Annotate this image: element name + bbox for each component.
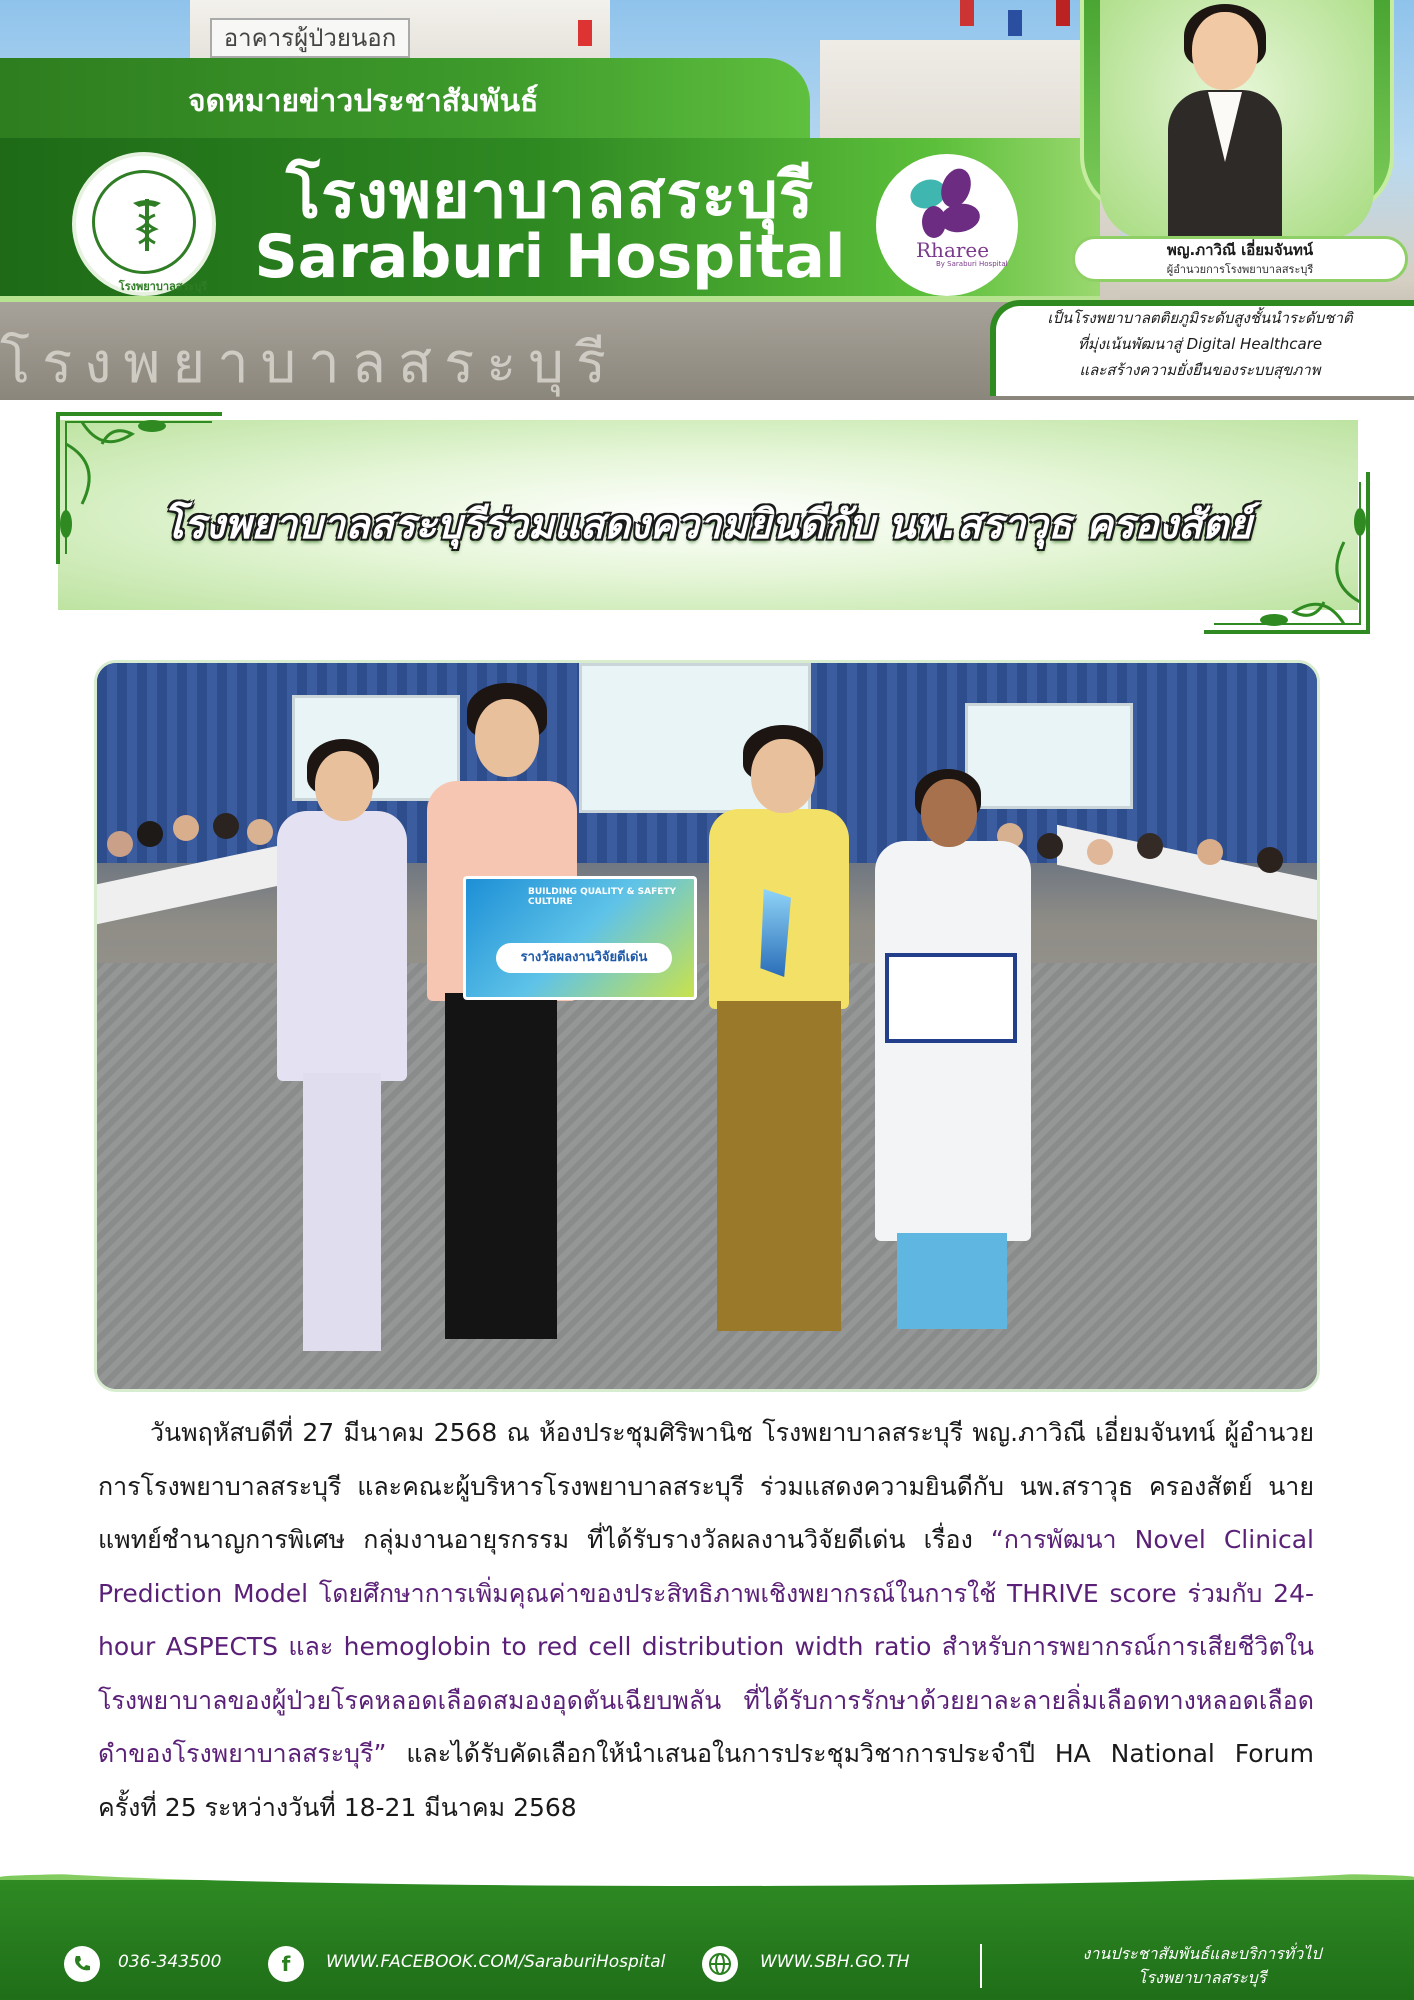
facebook-icon: f bbox=[268, 1946, 304, 1982]
vision-line: และสร้างความยั่งยืนของระบบสุขภาพ bbox=[1079, 361, 1321, 379]
banner-stripe bbox=[0, 296, 1100, 302]
news-body bbox=[98, 1406, 1314, 1834]
award-sign-top: BUILDING QUALITY & SAFETY CULTURE bbox=[528, 887, 677, 907]
event-photo bbox=[94, 660, 1320, 1392]
audience-member bbox=[1037, 833, 1063, 859]
person-skirt bbox=[717, 1001, 841, 1331]
phone-icon bbox=[64, 1946, 100, 1982]
research-title: “การพัฒนา Novel Clinical Prediction Model โดยศึกษาการเพิ่มคุณค่าของประสิทธิภาพเชิงพยากรณ์ในการใช้ THRIVE score ร่วมกับ 24-hour ASPECTS และ hemoglobin to red cell distribution width ratio สำหรับการพยากรณ์การเสียชีวิตในโรงพยาบาลของผู้ป่วยโรคหลอดเลือดสมองอุดตันเฉียบพลัน ที่ได้รับการรักษาด้วยยาละลายลิ่มเลือดทางหลอดเลือดดำของโรงพยาบาลสระบุรี” bbox=[98, 1525, 1314, 1768]
rharee-petals-icon bbox=[894, 164, 994, 244]
press-label: จดหมายข่าวประชาสัมพันธ์ bbox=[188, 84, 539, 119]
vision-line: เป็นโรงพยาบาลตติยภูมิระดับสูงชั้นนำระดับชาติ bbox=[1047, 309, 1353, 327]
director-name: พญ.ภาวิณี เอี่ยมจันทน์ bbox=[1166, 241, 1314, 259]
flag-icon bbox=[578, 20, 592, 46]
footer-divider bbox=[980, 1944, 982, 1988]
moph-logo-ring bbox=[92, 170, 208, 293]
director-figure-head bbox=[1192, 12, 1258, 90]
person-head bbox=[751, 739, 815, 813]
audience-member bbox=[1197, 839, 1223, 865]
audience-member bbox=[1087, 839, 1113, 865]
rharee-logo bbox=[876, 154, 1018, 296]
globe-icon bbox=[702, 1946, 738, 1982]
body-intro: วันพฤหัสบดีที่ 27 มีนาคม 2568 ณ ห้องประชุมศิริพานิช โรงพยาบาลสระบุรี พญ.ภาวิณี เอี่ยมจันทน์ ผู้อำนวยการโรงพยาบาลสระบุรี และคณะผู้บริหารโรงพยาบาลสระบุรี ร่วมแสดงความยินดีกับ นพ.สราวุธ ครองสัตย์ นายแพทย์ชำนาญการพิเศษ กลุ่มงานอายุรกรรม ที่ได้รับรางวัลผลงานวิจัยดีเด่น เรื่อง bbox=[98, 1418, 1314, 1554]
footer-dept-line2: โรงพยาบาลสระบุรี bbox=[1137, 1968, 1267, 1987]
audience-member bbox=[1257, 847, 1283, 873]
hospital-name-english: Saraburi Hospital bbox=[254, 222, 846, 292]
flag-icon bbox=[1056, 0, 1070, 26]
building-sign: อาคารผู้ป่วยนอก bbox=[210, 18, 410, 58]
footer-website[interactable]: WWW.SBH.GO.TH bbox=[760, 1952, 910, 1972]
vision-line: ที่มุ่งเน้นพัฒนาสู่ Digital Healthcare bbox=[1077, 335, 1323, 353]
certificate bbox=[885, 953, 1017, 1043]
moph-caption: โรงพยาบาลสระบุรี bbox=[118, 280, 208, 293]
hospital-name-thai: โรงพยาบาลสระบุรี bbox=[285, 159, 815, 233]
caduceus-icon bbox=[129, 195, 165, 253]
award-sign-label: รางวัลผลงานวิจัยดีเด่น bbox=[496, 943, 672, 973]
moph-logo bbox=[72, 152, 216, 296]
audience-member bbox=[173, 815, 199, 841]
audience-member bbox=[213, 813, 239, 839]
director-role: ผู้อำนวยการโรงพยาบาลสระบุรี bbox=[1166, 263, 1314, 276]
body-closing: และได้รับคัดเลือกให้นำเสนอในการประชุมวิชาการประจำปี HA National Forum ครั้งที่ 25 ระหว่างวันที่ 18-21 มีนาคม 2568 bbox=[98, 1739, 1314, 1822]
audience-member bbox=[107, 831, 133, 857]
flag-icon bbox=[960, 0, 974, 26]
front-sign-text: โรงพยาบาลสระบุรี bbox=[0, 331, 618, 396]
person-legs bbox=[445, 993, 557, 1339]
audience-member bbox=[247, 819, 273, 845]
footer-phone[interactable]: 036-343500 bbox=[118, 1952, 222, 1972]
rharee-logo-sub: By Saraburi Hospital bbox=[936, 260, 1008, 268]
footer-dept-line1: งานประชาสัมพันธ์และบริการทั่วไป bbox=[1082, 1944, 1322, 1963]
headline-title: โรงพยาบาลสระบุรีร่วมแสดงความยินดีกับ นพ.สราวุธ ครองสัตย์ bbox=[162, 502, 1252, 548]
person-body bbox=[277, 811, 407, 1081]
person-head bbox=[315, 751, 373, 821]
person-head bbox=[475, 699, 539, 777]
projector-screen bbox=[965, 703, 1133, 809]
person-legs bbox=[303, 1073, 381, 1351]
flag-icon bbox=[1008, 10, 1022, 36]
person-head bbox=[921, 779, 977, 847]
footer-curve bbox=[0, 1846, 1414, 1886]
audience-member bbox=[137, 821, 163, 847]
audience-member bbox=[1137, 833, 1163, 859]
person-legs bbox=[897, 1233, 1007, 1329]
footer-facebook[interactable]: WWW.FACEBOOK.COM/SaraburiHospital bbox=[326, 1952, 666, 1972]
award-sign bbox=[463, 876, 697, 1000]
rharee-logo-text: Rharee bbox=[916, 238, 990, 262]
